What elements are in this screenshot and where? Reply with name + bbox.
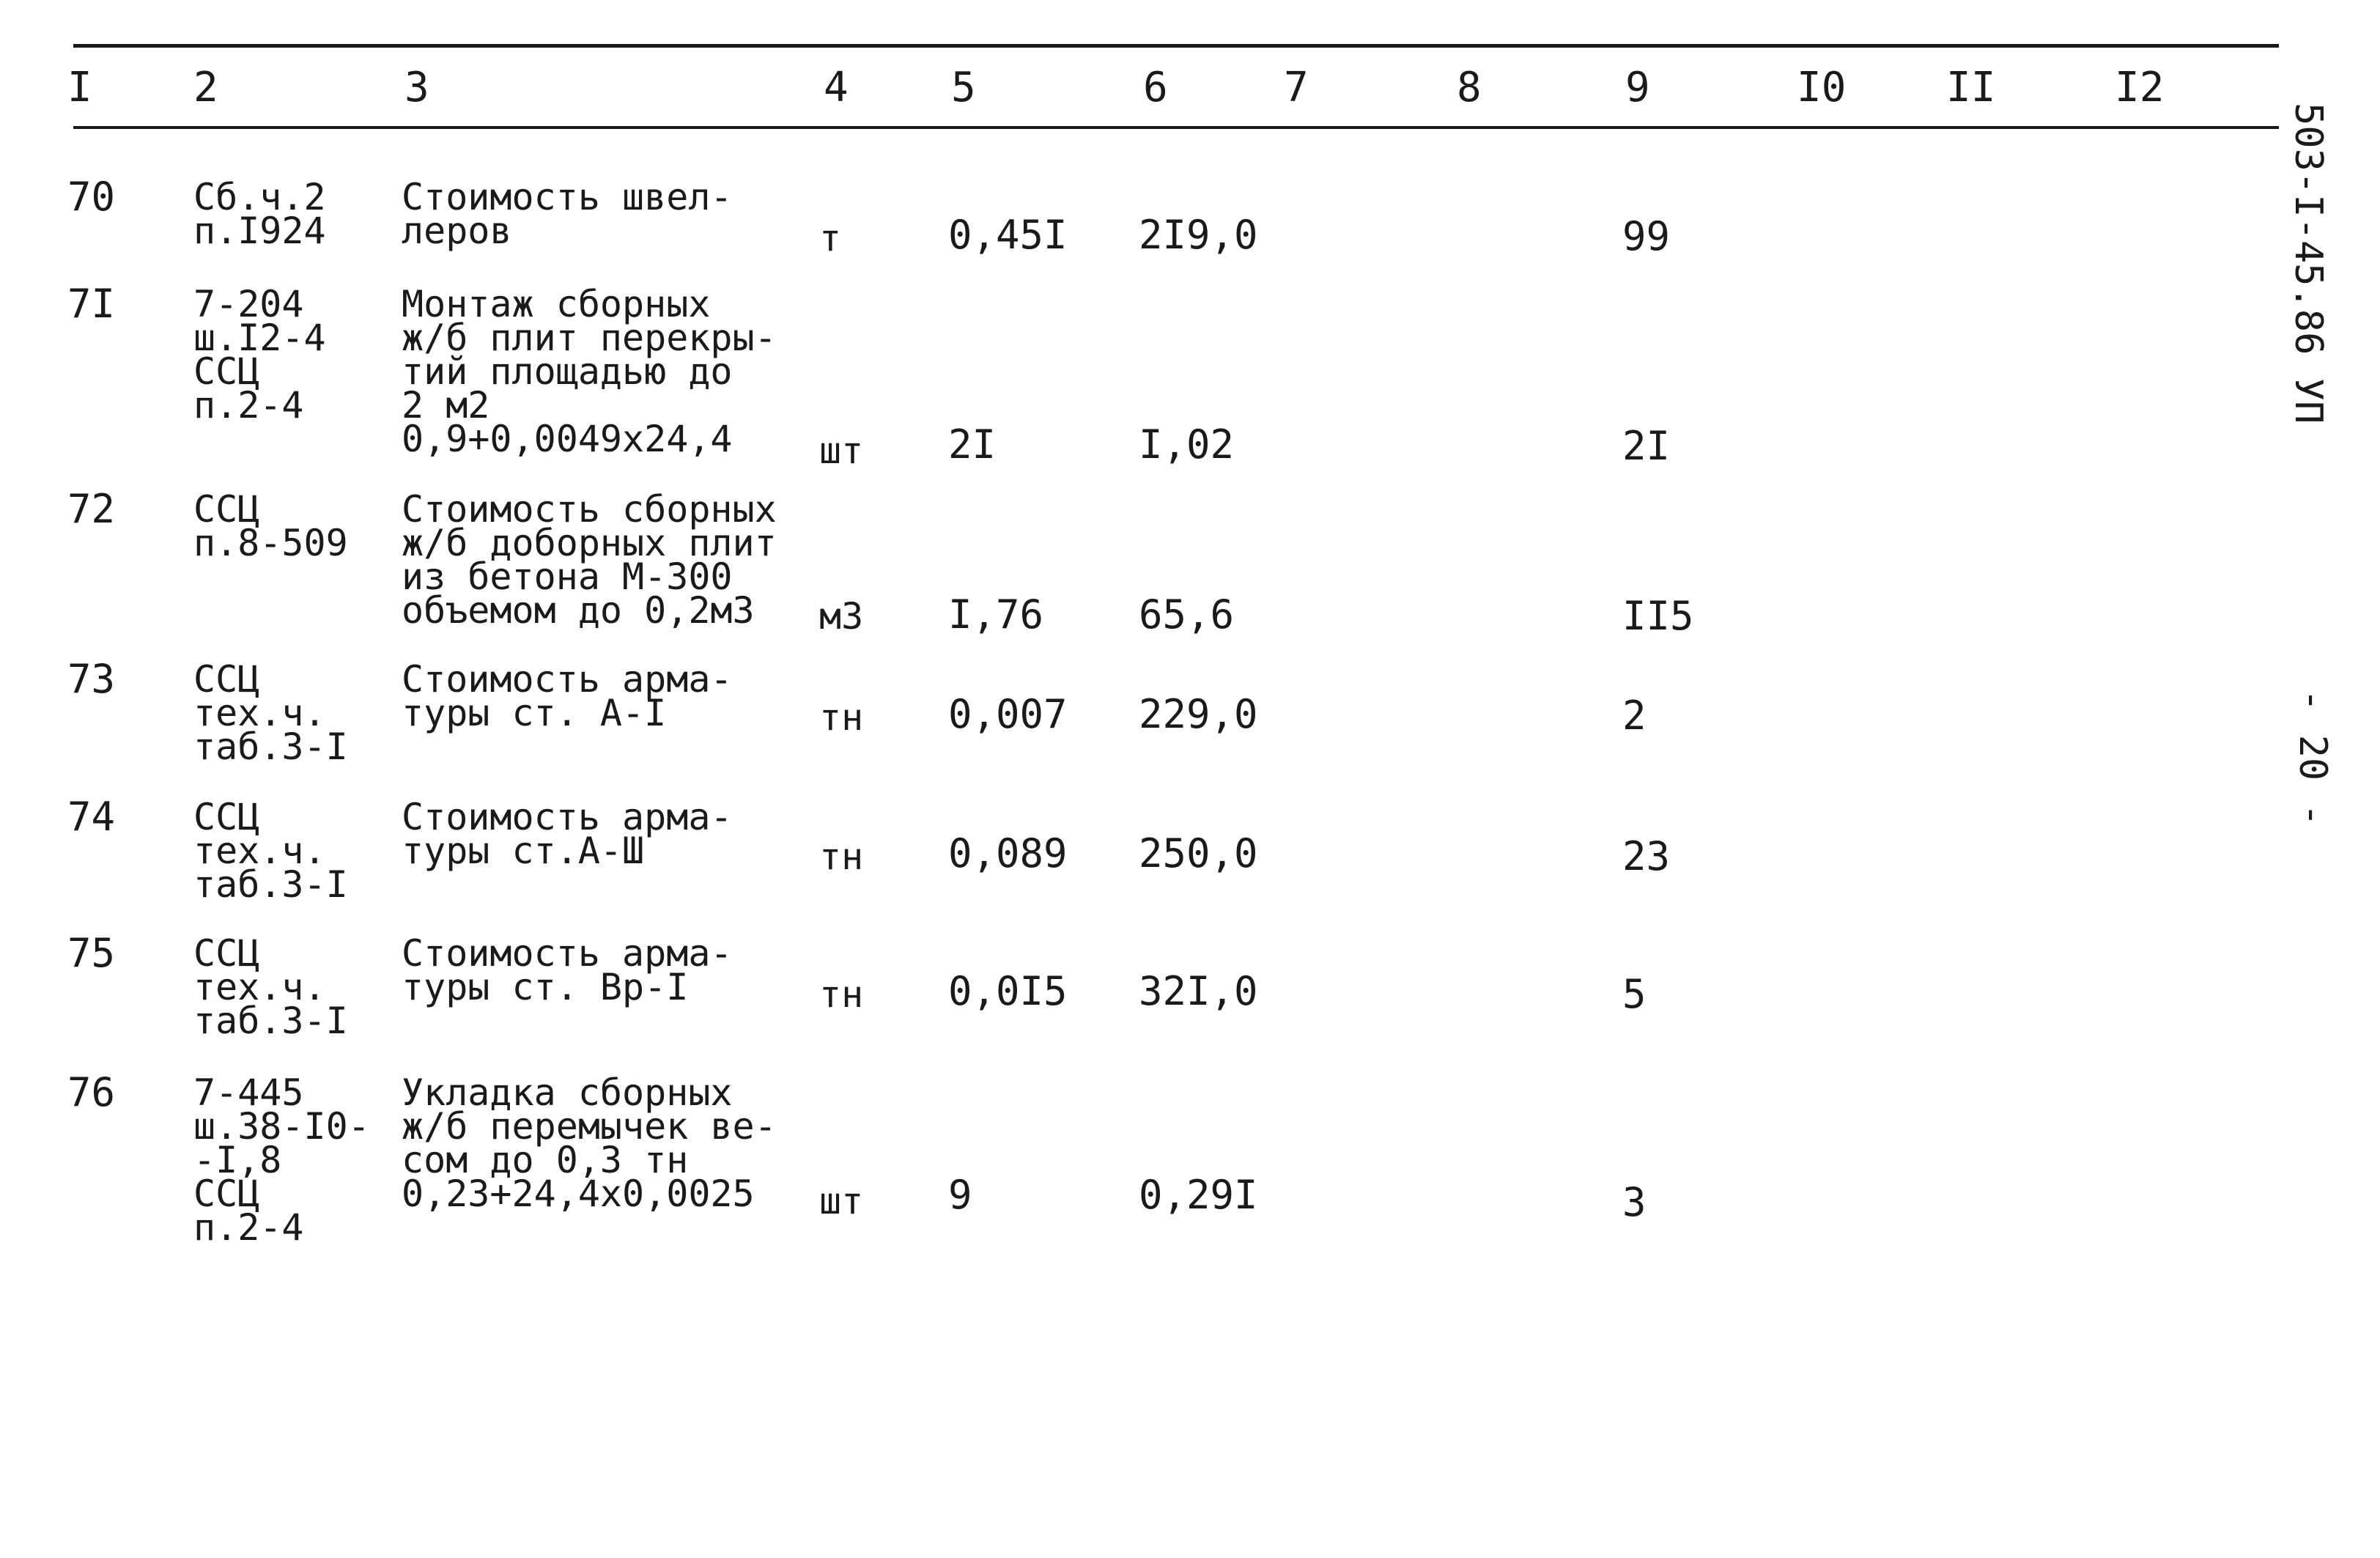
row-description: Стоимость сборных ж/б доборных плит из бетона М-300 объемом до 0,2м3 [402, 488, 777, 632]
table-row [0, 174, 2380, 261]
row-description: Укладка сборных ж/б перемычек ве- сом до 0,3 тн 0,23+24,4х0,0025 [402, 1071, 777, 1215]
column-header-3: 3 [404, 64, 429, 111]
table-row [0, 1069, 2380, 1259]
row-quantity: I,76 [948, 591, 1044, 638]
table-row [0, 930, 2380, 1046]
row-quantity: 0,089 [948, 830, 1068, 876]
column-header-1: I [67, 64, 92, 111]
top-rule [73, 44, 2279, 48]
row-total: 99 [1622, 213, 1671, 259]
row-unit-price: I,02 [1139, 421, 1235, 468]
row-unit: тн [819, 835, 864, 878]
row-total: II5 [1622, 593, 1694, 639]
row-unit-price: 2I9,0 [1139, 212, 1258, 258]
column-header-6: 6 [1143, 64, 1168, 111]
row-number: 70 [67, 174, 116, 220]
row-unit: шт [819, 1180, 864, 1222]
column-header-10: I0 [1797, 64, 1847, 111]
row-total: 2 [1622, 693, 1647, 739]
row-description: Стоимость арма- туры ст. Вр-I [402, 932, 733, 1008]
page-number: - 20 - [2291, 689, 2335, 827]
row-unit-price: 229,0 [1139, 691, 1258, 737]
row-unit-price: 65,6 [1139, 591, 1235, 638]
row-total: 23 [1622, 833, 1671, 879]
row-number: 75 [67, 930, 116, 976]
row-description: Стоимость арма- туры ст. А-I [402, 658, 733, 734]
row-reference: Сб.ч.2 п.I924 [193, 176, 326, 252]
row-reference: ССЦ тех.ч. таб.3-I [193, 932, 348, 1042]
row-total: 3 [1622, 1179, 1647, 1225]
row-quantity: 2I [948, 421, 997, 468]
row-description: Монтаж сборных ж/б плит перекры- тий площадью до 2 м2 0,9+0,0049х24,4 [402, 283, 777, 460]
row-total: 2I [1622, 423, 1671, 469]
column-header-12: I2 [2115, 64, 2165, 111]
column-header-7: 7 [1284, 64, 1309, 111]
table-row [0, 486, 2380, 646]
column-header-8: 8 [1457, 64, 1482, 111]
row-description: Стоимость швел- леров [402, 176, 733, 252]
row-reference: ССЦ п.8-509 [193, 488, 348, 564]
row-quantity: 0,007 [948, 691, 1068, 737]
row-reference: 7-204 ш.I2-4 ССЦ п.2-4 [193, 283, 326, 427]
row-unit: тн [819, 973, 864, 1016]
column-header-2: 2 [193, 64, 218, 111]
row-quantity: 0,0I5 [948, 968, 1068, 1014]
table-row [0, 281, 2380, 472]
row-unit-price: 32I,0 [1139, 968, 1258, 1014]
row-number: 72 [67, 486, 116, 532]
row-number: 7I [67, 281, 116, 327]
row-reference: ССЦ тех.ч. таб.3-I [193, 796, 348, 906]
row-unit: тн [819, 696, 864, 739]
row-description: Стоимость арма- туры ст.А-Ш [402, 796, 733, 872]
row-number: 73 [67, 656, 116, 702]
row-reference: ССЦ тех.ч. таб.3-I [193, 658, 348, 768]
row-quantity: 9 [948, 1172, 972, 1218]
column-header-4: 4 [824, 64, 849, 111]
document-code: 503-I-45.86 УП [2286, 103, 2330, 424]
row-reference: 7-445 ш.38-I0- -I,8 ССЦ п.2-4 [193, 1071, 370, 1249]
row-number: 74 [67, 794, 116, 840]
row-unit-price: 0,29I [1139, 1172, 1258, 1218]
row-quantity: 0,45I [948, 212, 1068, 258]
column-header-5: 5 [951, 64, 976, 111]
row-total: 5 [1622, 971, 1647, 1017]
row-number: 76 [67, 1069, 116, 1115]
row-unit: м3 [819, 595, 864, 638]
row-unit: т [819, 217, 842, 259]
header-rule [73, 126, 2279, 129]
row-unit-price: 250,0 [1139, 830, 1258, 876]
table-row [0, 794, 2380, 910]
row-unit: шт [819, 429, 864, 472]
column-header-9: 9 [1625, 64, 1650, 111]
column-header-11: II [1946, 64, 1996, 111]
table-row [0, 656, 2380, 772]
